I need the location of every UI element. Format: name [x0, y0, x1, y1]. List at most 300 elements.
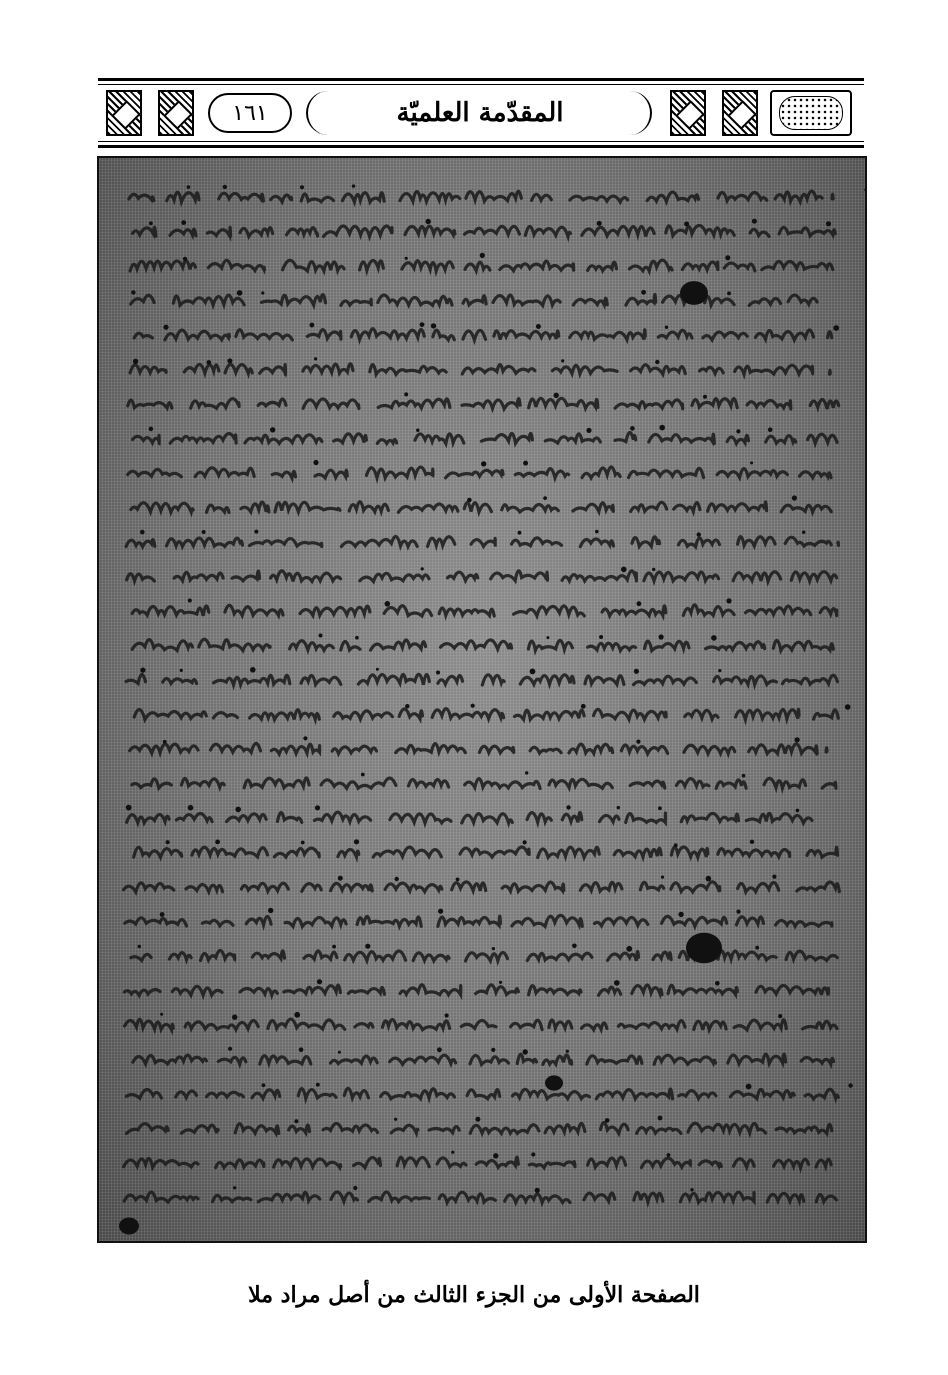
handwriting-stroke	[213, 1195, 251, 1201]
handwriting-stroke	[274, 848, 319, 857]
diacritic-dot	[736, 429, 740, 433]
handwriting-stroke	[278, 813, 302, 823]
handwriting-stroke	[271, 744, 319, 754]
diacritic-dot	[493, 1153, 498, 1158]
figure-caption: الصفحة الأولى من الجزء الثالث من أصل مراد ملا	[248, 1282, 700, 1308]
diacritic-dot	[499, 981, 502, 984]
handwriting-stroke	[367, 467, 434, 478]
handwriting-stroke	[130, 365, 166, 373]
handwriting-stroke	[826, 748, 827, 752]
handwriting-stroke	[397, 1157, 429, 1166]
handwriting-stroke	[360, 260, 384, 270]
diacritic-dot	[354, 839, 359, 844]
diacritic-dot	[163, 325, 168, 330]
handwriting-stroke	[730, 1089, 794, 1098]
diacritic-dot	[581, 704, 586, 709]
handwriting-stroke	[225, 605, 283, 615]
handwriting-stroke	[808, 434, 837, 443]
handwriting-stroke	[165, 330, 230, 340]
diacritic-dot	[376, 668, 379, 671]
handwriting-stroke	[232, 571, 259, 581]
handwriting-stroke	[402, 261, 453, 271]
diacritic-dot	[437, 1047, 442, 1052]
handwriting-stroke	[766, 436, 796, 444]
diacritic-dot	[614, 980, 620, 986]
handwriting-stroke	[718, 192, 767, 200]
handwriting-stroke	[634, 676, 697, 684]
handwriting-stroke	[618, 1021, 685, 1030]
handwriting-stroke	[493, 295, 560, 305]
diacritic-dot	[250, 667, 256, 673]
handwriting-stroke	[370, 365, 446, 375]
handwriting-stroke	[246, 916, 271, 924]
handwriting-stroke	[174, 572, 223, 580]
diacritic-dot	[163, 740, 167, 744]
handwriting-stroke	[588, 262, 617, 271]
handwriting-stroke	[750, 229, 769, 236]
handwriting-stroke	[529, 986, 581, 995]
handwriting-stroke	[463, 330, 486, 340]
handwriting-stroke	[182, 1125, 219, 1133]
handwriting-stroke	[684, 745, 735, 753]
diacritic-dot	[658, 806, 662, 810]
handwriting-stroke	[705, 296, 734, 304]
diacritic-dot	[436, 671, 440, 675]
handwriting-stroke	[170, 434, 236, 444]
handwriting-stroke	[324, 226, 393, 236]
handwriting-stroke	[438, 916, 501, 926]
handwriting-stroke	[631, 365, 686, 374]
handwriting-stroke	[185, 1021, 258, 1030]
diacritic-dot	[232, 1015, 237, 1020]
handwriting-stroke	[629, 260, 672, 271]
handwriting-stroke	[632, 985, 662, 995]
handwriting-stroke	[735, 365, 813, 374]
diacritic-dot	[772, 875, 776, 879]
handwriting-stroke	[439, 608, 494, 616]
handwriting-stroke	[505, 1194, 570, 1202]
handwriting-stroke	[640, 882, 663, 890]
handwriting-stroke	[671, 847, 707, 857]
handwriting-stroke	[814, 710, 839, 719]
handwriting-stroke	[213, 713, 237, 718]
diacritic-dot	[313, 460, 318, 465]
handwriting-stroke	[679, 1091, 716, 1099]
handwriting-stroke	[384, 606, 431, 616]
diacritic-dot	[543, 496, 547, 500]
handwriting-stroke	[133, 1055, 207, 1064]
handwriting-stroke	[767, 1193, 803, 1202]
handwriting-stroke	[348, 987, 384, 994]
handwriting-stroke	[182, 778, 225, 787]
handwriting-stroke	[570, 196, 628, 202]
handwriting-stroke	[749, 744, 818, 754]
handwriting-stroke	[126, 674, 145, 683]
handwriting-stroke	[718, 849, 790, 857]
diacritic-dot	[475, 1117, 480, 1122]
handwriting-stroke	[515, 469, 568, 478]
handwriting-stroke	[133, 227, 156, 236]
handwriting-stroke	[683, 605, 734, 616]
diacritic-dot	[586, 428, 591, 433]
handwriting-stroke	[775, 191, 822, 202]
handwriting-stroke	[762, 261, 833, 269]
handwriting-stroke	[298, 1089, 336, 1099]
diacritic-dot	[655, 360, 659, 364]
handwriting-stroke	[562, 812, 581, 822]
handwriting-stroke	[184, 364, 219, 373]
diacritic-dot	[294, 1119, 298, 1123]
diacritic-dot	[149, 221, 153, 225]
diacritic-dot	[726, 598, 731, 603]
diacritic-dot	[536, 324, 541, 329]
handwriting-stroke	[588, 643, 636, 650]
handwriting-stroke	[345, 951, 406, 961]
handwriting-stroke	[169, 953, 191, 960]
handwriting-stroke	[549, 1020, 572, 1028]
handwriting-stroke	[649, 434, 715, 443]
handwriting-stroke	[500, 261, 574, 271]
handwriting-stroke	[377, 439, 396, 443]
diacritic-dot	[227, 358, 232, 363]
handwriting-stroke	[601, 1122, 629, 1133]
handwriting-stroke	[502, 505, 559, 512]
handwriting-stroke	[463, 296, 486, 305]
handwriting-stroke	[131, 954, 151, 960]
handwriting-stroke	[405, 226, 455, 234]
handwriting-stroke	[195, 468, 254, 477]
diacritic-dot	[126, 805, 132, 811]
handwriting-stroke	[585, 676, 624, 685]
handwriting-stroke	[413, 953, 449, 961]
diacritic-dot	[715, 981, 720, 986]
handwriting-stroke	[716, 780, 746, 788]
handwriting-stroke	[512, 538, 562, 546]
handwriting-stroke	[172, 986, 222, 995]
handwriting-stroke	[462, 814, 513, 823]
diacritic-dot	[270, 427, 275, 432]
diacritic-dot	[599, 635, 603, 639]
diacritic-dot	[395, 877, 399, 881]
handwriting-stroke	[820, 608, 837, 616]
diacritic-dot	[332, 945, 336, 949]
diacritic-dot	[405, 704, 409, 708]
handwriting-stroke	[307, 330, 341, 339]
handwriting-stroke	[774, 1159, 809, 1167]
handwriting-stroke	[314, 812, 370, 821]
handwriting-stroke	[644, 572, 719, 581]
handwriting-stroke	[733, 572, 781, 581]
handwriting-stroke	[481, 433, 532, 443]
diacritic-dot	[752, 219, 757, 224]
handwriting-stroke	[301, 675, 341, 684]
handwriting-stroke	[594, 709, 667, 719]
handwriting-stroke	[390, 814, 451, 823]
handwriting-stroke	[467, 1090, 500, 1099]
handwriting-stroke	[801, 1058, 833, 1064]
handwriting-stroke	[441, 640, 512, 649]
handwriting-stroke	[662, 916, 727, 926]
handwriting-stroke	[694, 1021, 726, 1030]
diacritic-dot	[160, 912, 165, 917]
diacritic-dot	[317, 979, 322, 984]
diacritic-dot	[626, 946, 632, 952]
diacritic-dot	[630, 426, 635, 431]
handwriting-stroke	[688, 1123, 766, 1133]
handwriting-stroke	[351, 329, 424, 340]
handwriting-stroke	[344, 1088, 368, 1097]
diacritic-dot	[796, 809, 800, 813]
handwriting-stroke	[677, 779, 709, 787]
handwriting-stroke	[756, 985, 828, 995]
handwriting-stroke	[300, 606, 370, 615]
handwriting-stroke	[569, 744, 613, 753]
diacritic-dot	[438, 909, 443, 914]
handwriting-stroke	[124, 883, 174, 892]
handwriting-stroke	[128, 469, 182, 476]
handwriting-stroke	[634, 1192, 663, 1202]
handwriting-stroke	[126, 1090, 161, 1099]
handwriting-stroke	[776, 1124, 832, 1133]
ink-blot	[545, 1075, 563, 1090]
diacritic-dot	[338, 876, 343, 881]
handwriting-stroke	[349, 502, 388, 512]
diacritic-dot	[166, 840, 170, 844]
handwriting-stroke	[331, 883, 373, 891]
diacritic-dot	[445, 1013, 449, 1017]
diacritic-dot	[768, 427, 773, 432]
handwriting-stroke	[258, 399, 286, 406]
diacritic-dot	[183, 257, 187, 261]
handwriting-stroke	[570, 330, 646, 340]
diacritic-dot	[561, 359, 564, 362]
handwriting-stroke	[785, 537, 831, 546]
handwriting-stroke	[191, 399, 239, 409]
handwriting-stroke	[125, 918, 187, 926]
diacritic-dot	[667, 1153, 671, 1157]
handwriting-stroke	[127, 1124, 169, 1134]
handwriting-stroke	[674, 503, 700, 512]
handwriting-stroke	[465, 779, 540, 789]
diacritic-dot	[352, 184, 355, 187]
handwriting-stroke	[728, 1054, 786, 1064]
handwriting-stroke	[302, 884, 321, 892]
diacritic-dot	[634, 669, 639, 674]
handwriting-stroke	[240, 228, 273, 237]
diacritic-dot	[300, 185, 304, 189]
diacritic-dot	[456, 878, 460, 882]
diacritic-dot	[416, 429, 419, 432]
handwriting-stroke	[129, 194, 154, 200]
handwriting-stroke	[438, 675, 463, 684]
handwriting-stroke	[645, 641, 690, 650]
handwriting-stroke	[128, 400, 172, 408]
handwriting-stroke	[545, 434, 600, 443]
handwriting-stroke	[738, 883, 779, 892]
handwriting-stroke	[714, 676, 777, 684]
handwriting-stroke	[396, 744, 466, 753]
handwriting-stroke	[258, 1192, 320, 1201]
handwriting-stroke	[338, 849, 359, 856]
handwriting-stroke	[588, 1157, 626, 1167]
handwriting-stroke	[580, 882, 622, 891]
diacritic-dot	[659, 425, 665, 431]
handwriting-stroke	[680, 1192, 754, 1202]
handwriting-stroke	[446, 470, 503, 478]
handwriting-stroke	[816, 1159, 831, 1167]
handwriting-stroke	[124, 1192, 198, 1202]
handwriting-stroke	[647, 192, 698, 201]
handwriting-stroke	[343, 193, 385, 202]
handwriting-stroke	[415, 434, 464, 444]
handwriting-stroke	[470, 1055, 509, 1064]
handwriting-stroke	[428, 537, 455, 547]
handwriting-stroke	[284, 985, 341, 993]
handwriting-stroke	[681, 813, 738, 821]
diacritic-dot	[261, 291, 264, 294]
handwriting-stroke	[797, 882, 839, 892]
handwriting-stroke	[272, 471, 295, 478]
handwriting-stroke	[354, 1158, 381, 1168]
handwriting-stroke	[321, 778, 396, 788]
diacritic-dot	[546, 636, 549, 639]
diacritic-dot	[303, 736, 307, 740]
diacritic-dot	[149, 427, 154, 432]
handwriting-stroke	[409, 779, 449, 787]
diacritic-dot	[338, 1051, 341, 1054]
handwriting-stroke	[127, 814, 170, 822]
diacritic-dot	[319, 634, 323, 638]
handwriting-stroke	[791, 572, 836, 581]
handwriting-stroke	[285, 918, 346, 927]
diacritic-dot	[492, 947, 495, 950]
handwriting-stroke	[629, 468, 704, 477]
handwriting-stroke	[127, 574, 155, 581]
handwriting-stroke	[637, 1128, 681, 1134]
diacritic-dot	[826, 221, 831, 226]
handwriting-stroke	[587, 1056, 642, 1065]
handwriting-stroke	[527, 813, 551, 822]
handwriting-stroke	[358, 674, 429, 684]
handwriting-stroke	[400, 985, 461, 995]
handwriting-stroke	[245, 435, 322, 444]
handwriting-stroke	[621, 745, 667, 754]
diacritic-dot	[711, 635, 717, 641]
handwriting-stroke	[219, 193, 264, 201]
handwriting-stroke	[511, 1020, 542, 1029]
handwriting-stroke	[465, 226, 520, 234]
diacritic-dot	[659, 634, 664, 639]
handwriting-stroke	[654, 1055, 715, 1064]
handwriting-stroke	[631, 502, 667, 511]
diacritic-dot	[180, 669, 183, 672]
diacritic-dot	[736, 910, 740, 914]
handwriting-stroke	[595, 918, 648, 926]
diacritic-dot	[254, 530, 258, 534]
handwriting-stroke	[582, 467, 620, 478]
diacritic-dot	[572, 944, 577, 949]
handwriting-stroke	[371, 640, 426, 650]
handwriting-stroke	[167, 538, 243, 546]
handwriting-stroke	[433, 330, 454, 340]
handwriting-stroke	[275, 502, 340, 512]
publisher-seal-icon	[770, 90, 852, 136]
handwriting-stroke	[786, 951, 837, 960]
diacritic-dot	[262, 1083, 266, 1087]
handwriting-stroke	[124, 990, 160, 996]
diacritic-dot	[316, 1083, 320, 1087]
handwriting-stroke	[133, 435, 160, 443]
diacritic-dot	[365, 944, 370, 949]
diacritic-dot	[595, 530, 599, 534]
handwriting-stroke	[552, 365, 617, 373]
diacritic-dot	[718, 669, 721, 672]
handwriting-stroke	[383, 1020, 450, 1030]
diacritic-dot	[636, 740, 640, 744]
handwriting-stroke	[207, 1092, 244, 1097]
handwriting-stroke	[331, 1056, 378, 1064]
diacritic-dot	[658, 1116, 663, 1121]
handwriting-stroke	[529, 398, 598, 408]
diacritic-dot	[750, 840, 754, 844]
handwriting-stroke	[290, 641, 334, 650]
handwriting-stroke	[341, 641, 360, 650]
diacritic-dot	[641, 290, 646, 295]
handwriting-stroke	[134, 710, 206, 720]
handwriting-stroke	[737, 917, 764, 925]
handwriting-stroke	[513, 1089, 590, 1098]
diacritic-dot	[160, 1013, 163, 1016]
handwriting-stroke	[671, 882, 720, 892]
handwriting-stroke	[532, 194, 552, 200]
handwriting-stroke	[538, 847, 600, 857]
handwriting-stroke	[462, 365, 535, 374]
handwriting-stroke	[700, 367, 724, 373]
handwriting-stroke	[615, 433, 636, 442]
handwriting-stroke	[315, 470, 347, 478]
handwriting-stroke	[216, 1160, 264, 1168]
handwriting-stroke	[461, 1020, 496, 1028]
handwriting-stroke	[599, 987, 621, 995]
handwriting-stroke	[303, 399, 359, 408]
handwriting-stroke	[202, 920, 233, 925]
handwriting-stroke	[132, 779, 171, 788]
diacritic-dot	[864, 188, 865, 192]
page-header	[98, 78, 864, 148]
handwriting-stroke	[803, 1021, 838, 1029]
handwriting-stroke	[573, 503, 613, 512]
handwriting-stroke	[471, 538, 495, 546]
handwriting-stroke	[125, 1019, 174, 1029]
diacritic-dot	[605, 1118, 610, 1123]
handwriting-stroke	[727, 435, 748, 443]
handwriting-stroke	[608, 951, 639, 960]
diacritic-dot	[684, 222, 689, 227]
diacritic-dot	[299, 1047, 304, 1052]
diacritic-dot	[531, 1152, 535, 1156]
handwriting-stroke	[130, 744, 198, 753]
handwriting-stroke	[332, 746, 376, 753]
diacritic-dot	[315, 805, 320, 810]
handwriting-stroke	[781, 505, 831, 512]
diacritic-dot	[207, 360, 212, 365]
handwriting-stroke	[470, 1125, 539, 1134]
handwriting-stroke	[749, 298, 780, 305]
handwriting-stroke	[341, 299, 371, 305]
diacritic-dot	[523, 840, 527, 844]
handwriting-stroke	[271, 195, 292, 202]
handwriting-stroke	[173, 295, 244, 305]
